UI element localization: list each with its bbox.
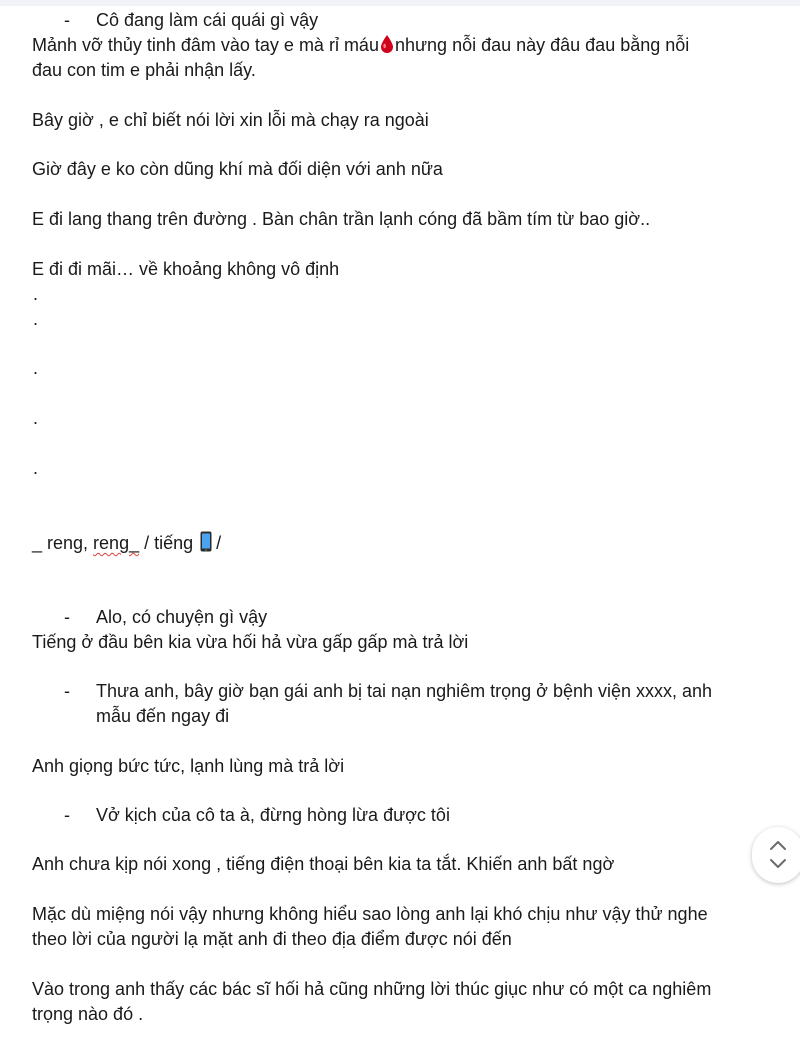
mobile-phone-icon (200, 531, 212, 559)
chevron-down-icon[interactable] (768, 857, 788, 871)
paragraph-line: Anh giọng bức tức, lạnh lùng mà trả lời (32, 756, 345, 776)
bullet-dash: - (64, 805, 70, 825)
paragraph-line (32, 33, 689, 61)
spellcheck-word: reng_ (93, 533, 140, 553)
ellipsis-dot: . (33, 309, 39, 329)
ellipsis-dot: . (33, 458, 39, 478)
paragraph-line: E đi đi mãi… về khoảng không vô định (32, 259, 340, 279)
paragraph-line: Bây giờ , e chỉ biết nói lời xin lỗi mà chạy ra ngoài (32, 110, 429, 130)
ellipsis-dot: . (33, 284, 39, 304)
bullet-dash: - (64, 607, 70, 627)
blood-drop-icon (380, 34, 394, 61)
paragraph-line: đau con tim e phải nhận lấy. (32, 60, 256, 80)
ellipsis-dot: . (33, 358, 39, 378)
paragraph-line: Vào trong anh thấy các bác sĩ hối hả cũng những lời thúc giục như có một ca nghiêm (32, 979, 712, 999)
bullet-dash: - (64, 10, 70, 30)
paragraph-line: E đi lang thang trên đường . Bàn chân trần lạnh cóng đã bầm tím từ bao giờ.. (32, 209, 651, 229)
paragraph-text: / tiếng (139, 533, 199, 553)
paragraph-line: Giờ đây e ko còn dũng khí mà đối diện với anh nữa (32, 159, 443, 179)
bullet-line: mẫu đến ngay đi (96, 706, 230, 726)
chevron-up-icon[interactable] (768, 838, 788, 852)
ellipsis-dot: . (33, 408, 39, 428)
bullet-line: Cô đang làm cái quái gì vậy (96, 10, 319, 30)
paragraph-line: Anh chưa kịp nói xong , tiếng điện thoại bên kia ta tắt. Khiến anh bất ngờ (32, 854, 615, 874)
paragraph-text: _ reng, (32, 533, 94, 553)
paragraph-line: Tiếng ở đầu bên kia vừa hối hả vừa gấp gấp mà trả lời (32, 632, 469, 652)
bullet-line: Alo, có chuyện gì vậy (96, 607, 268, 627)
paragraph-text: nhưng nỗi đau này đâu đau bằng nỗi (394, 35, 690, 55)
paragraph-text: Mảnh vỡ thủy tinh đâm vào tay e mà rỉ máu (32, 35, 379, 55)
bullet-dash: - (64, 681, 70, 701)
scroll-control[interactable] (752, 827, 800, 883)
bullet-line: Vở kịch của cô ta à, đừng hòng lừa được tôi (96, 805, 450, 825)
paragraph-line: theo lời của người lạ mặt anh đi theo địa điểm được nói đến (32, 929, 512, 949)
paragraph-line: Mặc dù miệng nói vậy nhưng không hiểu sao lòng anh lại khó chịu như vậy thử nghe (32, 904, 708, 924)
paragraph-line: trọng nào đó . (32, 1004, 144, 1024)
paragraph-text: / (216, 533, 222, 553)
bullet-line: Thưa anh, bây giờ bạn gái anh bị tai nạn nghiêm trọng ở bệnh viện xxxx, anh (96, 681, 713, 701)
paragraph-line (32, 531, 221, 559)
